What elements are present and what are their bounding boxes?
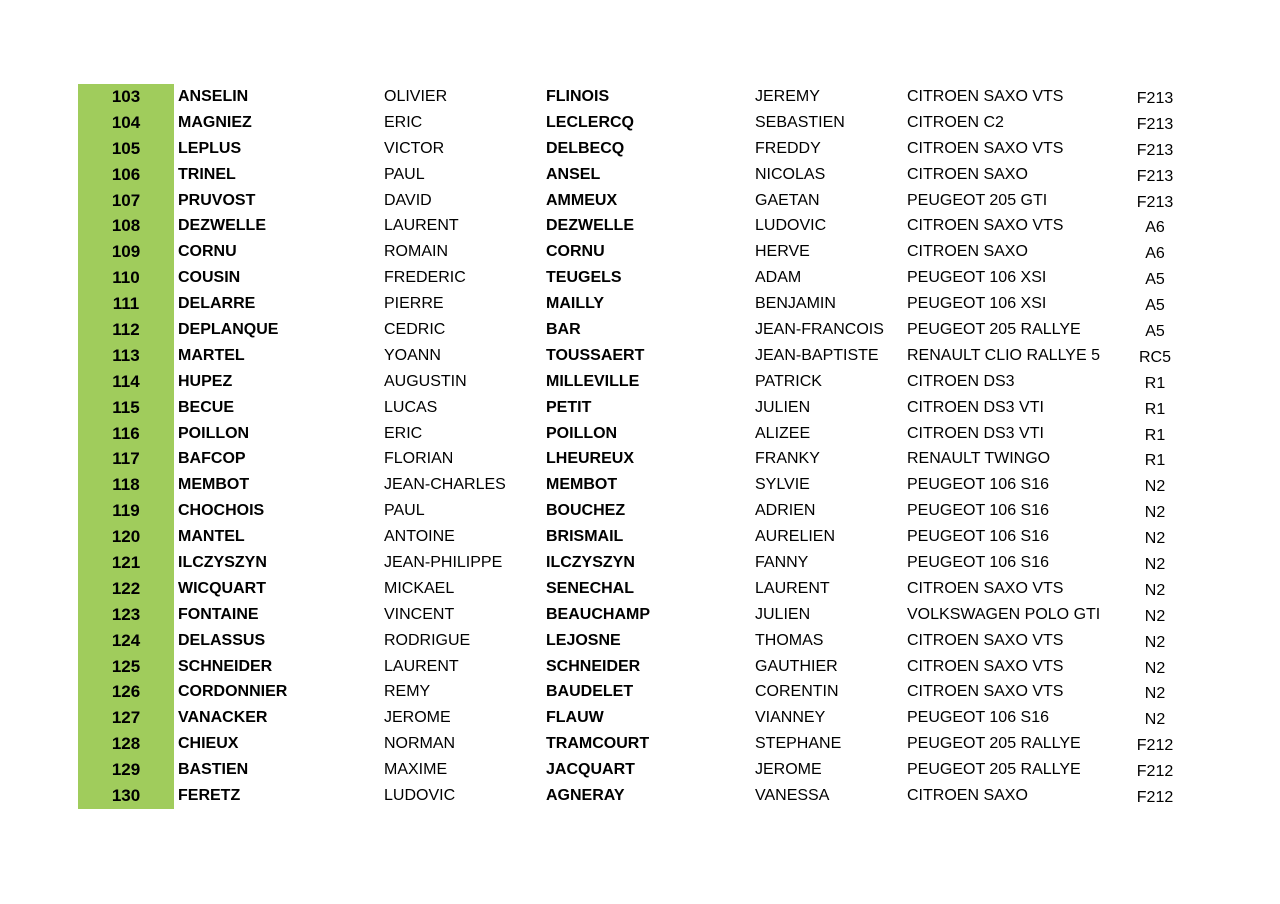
driver-first-name: DAVID [384,191,432,209]
codriver-first-name: LAURENT [755,579,830,597]
driver-last-name: MANTEL [178,528,245,546]
driver-last-name: PRUVOST [178,191,256,209]
codriver-last-name: ILCZYSZYN [546,554,635,572]
codriver-last-name: MAILLY [546,295,605,313]
codriver-last-name: LEJOSNE [546,631,621,649]
entry-number: 121 [78,550,174,576]
entry-number: 129 [78,757,174,783]
entry-number: 108 [78,213,174,239]
entry-row [78,395,1208,421]
entry-number: 113 [78,343,174,369]
car-model: PEUGEOT 106 XSI [907,269,1047,287]
codriver-last-name: TRAMCOURT [546,735,650,753]
car-class: N2 [1144,633,1166,651]
driver-first-name: FREDERIC [384,269,466,287]
entry-row [78,602,1208,628]
entry-number: 112 [78,317,174,343]
driver-first-name: RODRIGUE [384,631,471,649]
car-class: A5 [1145,297,1165,315]
car-model: VOLKSWAGEN POLO GTI [907,605,1101,623]
car-class: R1 [1144,400,1166,418]
driver-last-name: WICQUART [178,579,266,597]
car-class: N2 [1144,478,1166,496]
entry-number: 127 [78,705,174,731]
car-class: F213 [1136,115,1174,133]
car-model: PEUGEOT 205 RALLYE [907,761,1081,779]
codriver-last-name: LECLERCQ [546,113,634,131]
entry-number: 115 [78,395,174,421]
entry-row [78,188,1208,214]
entry-row [78,213,1208,239]
entry-number: 128 [78,731,174,757]
entry-number: 125 [78,654,174,680]
entry-row [78,705,1208,731]
codriver-first-name: FANNY [755,554,809,572]
car-model: CITROEN SAXO [907,243,1028,261]
driver-last-name: CORNU [178,243,237,261]
codriver-first-name: BENJAMIN [755,295,836,313]
codriver-last-name: MILLEVILLE [546,372,640,390]
codriver-first-name: PATRICK [755,372,822,390]
entry-row [78,498,1208,524]
car-model: PEUGEOT 106 S16 [907,476,1049,494]
car-model: CITROEN SAXO VTS [907,88,1064,105]
codriver-first-name: SEBASTIEN [755,113,845,131]
car-class: N2 [1144,659,1166,677]
driver-first-name: LUDOVIC [384,787,456,805]
codriver-first-name: CORENTIN [755,683,839,701]
driver-last-name: DEPLANQUE [178,321,279,339]
entry-row [78,576,1208,602]
car-class: F212 [1136,789,1174,807]
driver-first-name: JEAN-PHILIPPE [384,554,503,572]
codriver-first-name: THOMAS [755,631,824,649]
driver-first-name: JEROME [384,709,451,727]
codriver-first-name: JEAN-BAPTISTE [755,346,879,364]
car-class: N2 [1144,530,1166,548]
codriver-last-name: ANSEL [546,165,601,183]
entry-list [78,84,1208,809]
car-class: A6 [1145,219,1165,237]
entry-number: 119 [78,498,174,524]
driver-last-name: SCHNEIDER [178,657,273,675]
car-model: PEUGEOT 106 S16 [907,709,1049,727]
car-class: F213 [1136,141,1174,159]
car-model: CITROEN C2 [907,113,1004,131]
entry-row [78,757,1208,783]
codriver-last-name: TEUGELS [546,269,622,287]
entry-row [78,731,1208,757]
car-model: CITROEN DS3 [907,372,1015,390]
entry-number: 106 [78,162,174,188]
driver-last-name: ILCZYSZYN [178,554,267,572]
entry-row [78,136,1208,162]
car-class: N2 [1144,556,1166,574]
entry-row [78,472,1208,498]
driver-last-name: VANACKER [178,709,268,727]
entry-number: 130 [78,783,174,809]
codriver-last-name: FLINOIS [546,88,610,105]
codriver-last-name: DEZWELLE [546,217,634,235]
entry-row [78,654,1208,680]
car-class: RC5 [1138,348,1171,366]
car-model: RENAULT TWINGO [907,450,1051,468]
car-model: PEUGEOT 106 XSI [907,295,1047,313]
entry-number: 118 [78,472,174,498]
car-class: N2 [1144,685,1166,703]
driver-last-name: BAFCOP [178,450,246,468]
car-class: N2 [1144,504,1166,522]
codriver-first-name: FREDDY [755,139,821,157]
codriver-last-name: BAR [546,321,581,339]
entry-number: 122 [78,576,174,602]
driver-last-name: MAGNIEZ [178,113,252,131]
entry-row [78,550,1208,576]
codriver-first-name: JEAN-FRANCOIS [755,321,884,339]
entry-row [78,524,1208,550]
entry-number: 126 [78,679,174,705]
driver-first-name: PAUL [384,502,425,520]
codriver-first-name: HERVE [755,243,810,261]
car-model: CITROEN SAXO VTS [907,683,1064,701]
driver-last-name: DELASSUS [178,631,266,649]
driver-last-name: BECUE [178,398,235,416]
codriver-last-name: BOUCHEZ [546,502,626,520]
entry-row [78,291,1208,317]
driver-first-name: ERIC [384,424,423,442]
driver-first-name: NORMAN [384,735,456,753]
entry-row [78,783,1208,809]
car-class: R1 [1144,452,1166,470]
codriver-first-name: VANESSA [755,787,830,805]
car-model: CITROEN SAXO VTS [907,631,1064,649]
car-class: F213 [1136,90,1174,107]
driver-first-name: ANTOINE [384,528,455,546]
driver-last-name: FERETZ [178,787,241,805]
driver-first-name: PAUL [384,165,425,183]
codriver-first-name: JEREMY [755,88,820,105]
driver-first-name: PIERRE [384,295,444,313]
codriver-first-name: VIANNEY [755,709,826,727]
driver-first-name: VINCENT [384,605,455,623]
entry-row [78,628,1208,654]
entry-number: 116 [78,421,174,447]
driver-first-name: MAXIME [384,761,448,779]
codriver-first-name: ADRIEN [755,502,816,520]
entry-row [78,421,1208,447]
entry-number: 109 [78,239,174,265]
car-model: PEUGEOT 106 S16 [907,502,1049,520]
codriver-last-name: CORNU [546,243,605,261]
car-class: N2 [1144,581,1166,599]
codriver-first-name: JULIEN [755,398,811,416]
entry-number: 111 [78,291,174,317]
entry-row [78,265,1208,291]
driver-first-name: OLIVIER [384,88,448,105]
codriver-last-name: LHEUREUX [546,450,635,468]
car-model: CITROEN SAXO VTS [907,657,1064,675]
car-model: RENAULT CLIO RALLYE 5 [907,346,1100,364]
codriver-first-name: STEPHANE [755,735,842,753]
entry-number: 123 [78,602,174,628]
codriver-first-name: ALIZEE [755,424,811,442]
driver-last-name: BASTIEN [178,761,249,779]
driver-last-name: DELARRE [178,295,256,313]
car-model: PEUGEOT 205 GTI [907,191,1048,209]
driver-first-name: REMY [384,683,431,701]
driver-last-name: LEPLUS [178,139,242,157]
car-class: A5 [1145,323,1165,341]
driver-last-name: ANSELIN [178,88,249,105]
entry-row [78,84,1208,110]
codriver-first-name: ADAM [755,269,802,287]
entry-number: 103 [78,84,174,110]
driver-last-name: COUSIN [178,269,241,287]
entry-row [78,343,1208,369]
codriver-last-name: AGNERAY [546,787,625,805]
codriver-last-name: TOUSSAERT [546,346,645,364]
car-model: CITROEN SAXO VTS [907,139,1064,157]
driver-last-name: TRINEL [178,165,236,183]
driver-first-name: LAURENT [384,657,459,675]
codriver-last-name: BEAUCHAMP [546,605,650,623]
codriver-first-name: LUDOVIC [755,217,827,235]
car-model: PEUGEOT 106 S16 [907,528,1049,546]
codriver-last-name: AMMEUX [546,191,618,209]
car-model: CITROEN SAXO [907,165,1028,183]
codriver-first-name: GAETAN [755,191,820,209]
codriver-last-name: BRISMAIL [546,528,624,546]
codriver-first-name: JULIEN [755,605,811,623]
driver-first-name: ROMAIN [384,243,448,261]
car-class: N2 [1144,711,1166,729]
codriver-first-name: NICOLAS [755,165,826,183]
codriver-first-name: FRANKY [755,450,820,468]
entry-row [78,446,1208,472]
driver-first-name: JEAN-CHARLES [384,476,506,494]
entry-row [78,239,1208,265]
entry-number: 105 [78,136,174,162]
driver-first-name: AUGUSTIN [384,372,467,390]
codriver-last-name: POILLON [546,424,618,442]
driver-first-name: MICKAEL [384,579,455,597]
codriver-last-name: SCHNEIDER [546,657,641,675]
driver-first-name: YOANN [384,346,441,364]
codriver-first-name: AURELIEN [755,528,836,546]
car-model: CITROEN SAXO [907,787,1028,805]
codriver-last-name: SENECHAL [546,579,635,597]
entry-row [78,317,1208,343]
driver-first-name: CEDRIC [384,321,446,339]
car-model: CITROEN DS3 VTI [907,424,1044,442]
driver-last-name: POILLON [178,424,250,442]
driver-first-name: VICTOR [384,139,445,157]
codriver-last-name: BAUDELET [546,683,634,701]
car-class: F213 [1136,167,1174,185]
entry-number: 110 [78,265,174,291]
driver-first-name: LUCAS [384,398,438,416]
car-class: R1 [1144,426,1166,444]
entry-number: 120 [78,524,174,550]
entry-row [78,369,1208,395]
car-class: F212 [1136,763,1174,781]
car-class: N2 [1144,607,1166,625]
car-class: F212 [1136,737,1174,755]
codriver-last-name: PETIT [546,398,592,416]
car-model: PEUGEOT 106 S16 [907,554,1049,572]
car-class: F213 [1136,193,1174,211]
driver-last-name: DEZWELLE [178,217,266,235]
driver-last-name: CHIEUX [178,735,239,753]
car-class: A5 [1145,271,1165,289]
entry-row [78,162,1208,188]
entry-number: 107 [78,188,174,214]
entry-number: 117 [78,446,174,472]
car-model: CITROEN DS3 VTI [907,398,1044,416]
driver-last-name: MEMBOT [178,476,250,494]
driver-last-name: MARTEL [178,346,245,364]
entry-row [78,110,1208,136]
codriver-first-name: JEROME [755,761,822,779]
car-model: CITROEN SAXO VTS [907,217,1064,235]
codriver-last-name: MEMBOT [546,476,618,494]
driver-last-name: HUPEZ [178,372,233,390]
codriver-first-name: GAUTHIER [755,657,838,675]
codriver-last-name: FLAUW [546,709,604,727]
entry-number: 114 [78,369,174,395]
entry-number: 124 [78,628,174,654]
driver-first-name: FLORIAN [384,450,454,468]
codriver-last-name: DELBECQ [546,139,625,157]
driver-last-name: CHOCHOIS [178,502,265,520]
entry-row [78,679,1208,705]
driver-last-name: FONTAINE [178,605,259,623]
car-class: R1 [1144,374,1166,392]
car-model: PEUGEOT 205 RALLYE [907,321,1081,339]
entry-number: 104 [78,110,174,136]
driver-last-name: CORDONNIER [178,683,288,701]
codriver-last-name: JACQUART [546,761,635,779]
car-model: CITROEN SAXO VTS [907,579,1064,597]
codriver-first-name: SYLVIE [755,476,810,494]
driver-first-name: ERIC [384,113,423,131]
car-class: A6 [1145,245,1165,263]
driver-first-name: LAURENT [384,217,459,235]
car-model: PEUGEOT 205 RALLYE [907,735,1081,753]
